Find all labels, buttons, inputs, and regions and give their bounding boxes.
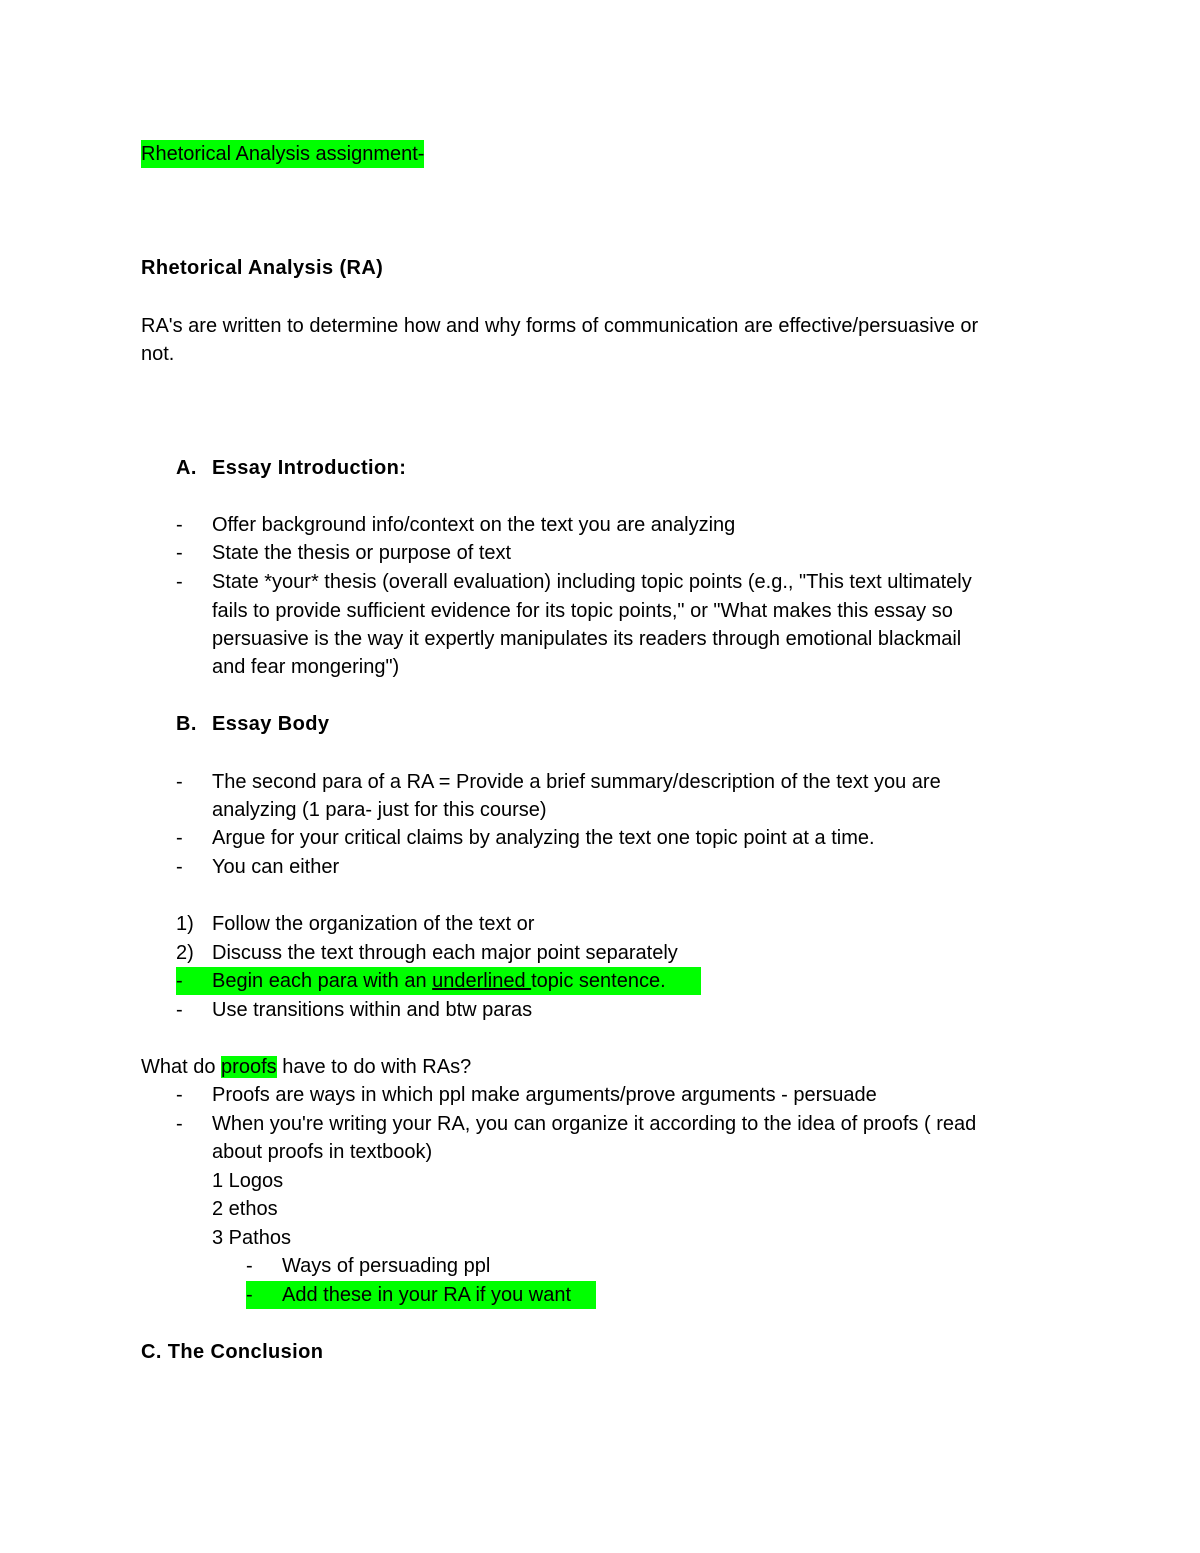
bullet-dash: - — [176, 542, 183, 564]
bullet-dash: - — [246, 1255, 253, 1277]
main-heading: Rhetorical Analysis (RA) — [141, 257, 384, 279]
bullet-dash: - — [176, 771, 183, 793]
proof-type: 1 Logos — [212, 1170, 284, 1192]
bullet-dash: - — [246, 1284, 253, 1306]
list-item-continuation: and fear mongering") — [212, 656, 400, 678]
question-before: What do — [141, 1056, 222, 1078]
numbered-item: Discuss the text through each major point separately — [212, 942, 678, 964]
list-item: State *your* thesis (overall evaluation) including topic points (e.g., "This text ultimately — [212, 571, 972, 593]
list-item: When you're writing your RA, you can organize it according to the idea of proofs ( read — [212, 1113, 977, 1135]
intro-line-2: not. — [141, 343, 175, 365]
bullet-dash: - — [176, 827, 183, 849]
item-text-after: topic sentence. — [531, 970, 666, 992]
bullet-dash: - — [176, 571, 183, 593]
section-c-title: C. The Conclusion — [141, 1341, 324, 1363]
list-item-continuation: fails to provide sufficient evidence for its topic points," or "What makes this essay so — [212, 600, 953, 622]
intro-line-1: RA's are written to determine how and why forms of communication are effective/persuasive or — [141, 315, 979, 337]
numbered-marker: 1) — [176, 913, 194, 935]
numbered-marker: 2) — [176, 942, 194, 964]
sub-list-item: Ways of persuading ppl — [282, 1255, 491, 1277]
highlighted-list-item — [212, 967, 666, 995]
highlighted-word: proofs — [221, 1056, 277, 1078]
document-title: Rhetorical Analysis assignment- — [141, 140, 424, 168]
section-a-title: Essay Introduction: — [212, 457, 407, 479]
bullet-dash: - — [176, 1113, 183, 1135]
list-item: State the thesis or purpose of text — [212, 542, 512, 564]
bullet-dash: - — [176, 970, 183, 992]
list-item: Use transitions within and btw paras — [212, 999, 533, 1021]
highlighted-sub-list-item: Add these in your RA if you want — [282, 1284, 572, 1306]
proof-type: 2 ethos — [212, 1198, 278, 1220]
section-a-marker: A. — [176, 457, 197, 479]
underlined-word: underlined — [432, 970, 532, 992]
item-text-before: Begin each para with an — [212, 970, 433, 992]
bullet-dash: - — [176, 1084, 183, 1106]
list-item: The second para of a RA = Provide a brief summary/description of the text you are — [212, 771, 941, 793]
numbered-item: Follow the organization of the text or — [212, 913, 535, 935]
section-b-title: Essay Body — [212, 713, 330, 735]
list-item: Proofs are ways in which ppl make arguments/prove arguments - persuade — [212, 1084, 877, 1106]
section-b-marker: B. — [176, 713, 197, 735]
bullet-dash: - — [176, 856, 183, 878]
list-item: You can either — [212, 856, 340, 878]
bullet-dash: - — [176, 999, 183, 1021]
list-item: Offer background info/context on the text you are analyzing — [212, 514, 736, 536]
list-item-continuation: persuasive is the way it expertly manipulates its readers through emotional blackmail — [212, 628, 962, 650]
list-item-continuation: analyzing (1 para- just for this course) — [212, 799, 547, 821]
list-item: Argue for your critical claims by analyzing the text one topic point at a time. — [212, 827, 875, 849]
list-item-continuation: about proofs in textbook) — [212, 1141, 433, 1163]
proofs-question — [141, 1053, 471, 1081]
proof-type: 3 Pathos — [212, 1227, 291, 1249]
bullet-dash: - — [176, 514, 183, 536]
question-after: have to do with RAs? — [276, 1056, 472, 1078]
